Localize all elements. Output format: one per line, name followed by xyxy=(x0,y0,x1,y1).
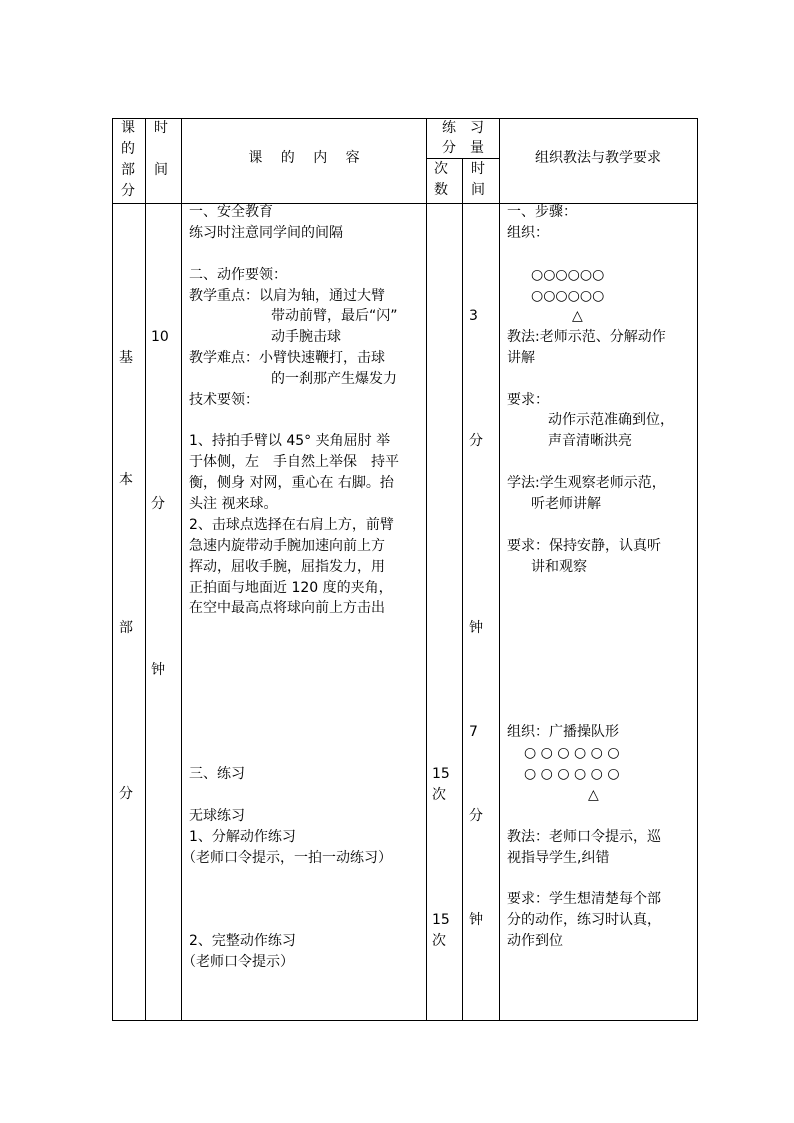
content-line: 一、安全教育 xyxy=(189,204,273,220)
content-line: 的一刹那产生爆发力 xyxy=(271,371,397,387)
content-line: 教学重点：以肩为轴，通过大臂 xyxy=(189,288,385,304)
count-value: 15 xyxy=(432,912,450,928)
org-line: 教法：老师口令提示，巡 xyxy=(507,829,661,845)
header-time: 时 间 xyxy=(154,120,168,178)
teacher-triangle: △ xyxy=(588,787,599,803)
practice-time: 7 xyxy=(469,724,478,740)
section-char-2: 本 xyxy=(119,472,133,488)
section-char-4: 分 xyxy=(119,786,133,802)
org-line: 一、步骤： xyxy=(507,204,577,220)
col-divider-3 xyxy=(426,118,427,1021)
table-border-top xyxy=(112,118,698,119)
header-practice-time: 时 间 xyxy=(471,161,485,198)
section-char-1: 基 xyxy=(119,350,133,366)
org-line: 讲和观察 xyxy=(531,559,587,575)
org-line: 教法:老师示范、分解动作 xyxy=(507,329,666,345)
content-line: 挥动，屈收手腕，屈指发力，用 xyxy=(189,559,385,575)
header-count: 次 数 xyxy=(434,161,448,198)
count-unit: 次 xyxy=(432,933,446,949)
content-line: 衡，侧身 对网，重心在 右脚。抬 xyxy=(189,475,394,491)
content-line: 三、练习 xyxy=(189,766,245,782)
content-line: 带动前臂，最后“闪” xyxy=(271,308,398,324)
practice-time: 分 xyxy=(469,433,483,449)
content-line: 练习时注意同学间的间隔 xyxy=(189,225,343,241)
table-border-right xyxy=(697,118,698,1021)
table-border-bottom xyxy=(112,1020,698,1021)
content-line: 头注 视来球。 xyxy=(189,496,278,512)
header-lesson-part: 课 的 部 分 xyxy=(121,120,135,199)
org-line: 组织：广播操队形 xyxy=(507,724,619,740)
org-line: 讲解 xyxy=(507,350,535,366)
content-line: 1、持拍手臂以 45° 夹角屈肘 举 xyxy=(189,433,391,449)
practice-time: 钟 xyxy=(469,620,483,636)
org-line: 听老师讲解 xyxy=(531,496,601,512)
header-organization: 组织教法与教学要求 xyxy=(535,150,661,166)
count-value: 15 xyxy=(432,766,450,782)
content-line: 无球练习 xyxy=(189,808,245,824)
content-line: 教学难点：小臂快速鞭打，击球 xyxy=(189,350,385,366)
content-line: 于体侧，左 手自然上举保 持平 xyxy=(189,454,399,470)
org-line: 声音清晰洪亮 xyxy=(548,433,632,449)
content-line: （老师口令提示） xyxy=(182,954,294,970)
content-line: 2、击球点选择在右肩上方，前臂 xyxy=(189,517,394,533)
time-unit-1: 分 xyxy=(151,496,165,512)
teacher-triangle: △ xyxy=(572,308,583,324)
content-line: 正拍面与地面近 120 度的夹角， xyxy=(189,580,393,596)
content-line: 动手腕击球 xyxy=(271,329,341,345)
content-line: （老师口令提示，一拍一动练习） xyxy=(182,850,392,866)
col-divider-5 xyxy=(499,118,500,1021)
content-line: 2、完整动作练习 xyxy=(189,933,296,949)
practice-time: 钟 xyxy=(469,912,483,928)
org-line: 要求：学生想清楚每个部 xyxy=(507,891,661,907)
formation-row: ○○○○○○ xyxy=(531,267,605,283)
content-line: 1、分解动作练习 xyxy=(189,829,296,845)
time-unit-2: 钟 xyxy=(151,662,165,678)
formation-row: ○ ○ ○ ○ ○ ○ xyxy=(524,745,620,761)
org-line: 要求：保持安静，认真听 xyxy=(507,538,661,554)
col-divider-1 xyxy=(145,118,146,1021)
content-line: 急速内旋带动手腕加速向前上方 xyxy=(189,538,385,554)
formation-row: ○ ○ ○ ○ ○ ○ xyxy=(524,766,620,782)
table-border-left xyxy=(112,118,113,1021)
org-line: 组织： xyxy=(507,225,549,241)
practice-time: 分 xyxy=(469,808,483,824)
content-line: 在空中最高点将球向前上方击出 xyxy=(189,600,385,616)
header-content: 课 的 内 容 xyxy=(248,150,360,166)
org-line: 视指导学生,纠错 xyxy=(507,850,610,866)
org-line: 动作示范准确到位， xyxy=(548,412,674,428)
formation-row: ○○○○○○ xyxy=(531,288,605,304)
content-line: 技术要领： xyxy=(189,392,259,408)
org-line: 动作到位 xyxy=(507,933,563,949)
count-unit: 次 xyxy=(432,787,446,803)
col-divider-2 xyxy=(181,118,182,1021)
time-number: 10 xyxy=(151,329,169,345)
org-line: 分的动作，练习时认真， xyxy=(507,912,661,928)
org-line: 要求： xyxy=(507,392,549,408)
org-line: 学法:学生观察老师示范， xyxy=(507,475,666,491)
practice-time: 3 xyxy=(469,308,478,324)
col-divider-4 xyxy=(462,158,463,1021)
header-practice-top2: 分 量 xyxy=(442,140,484,156)
content-line: 二、动作要领： xyxy=(189,267,287,283)
header-practice-top1: 练 习 xyxy=(442,120,484,136)
section-char-3: 部 xyxy=(119,620,133,636)
